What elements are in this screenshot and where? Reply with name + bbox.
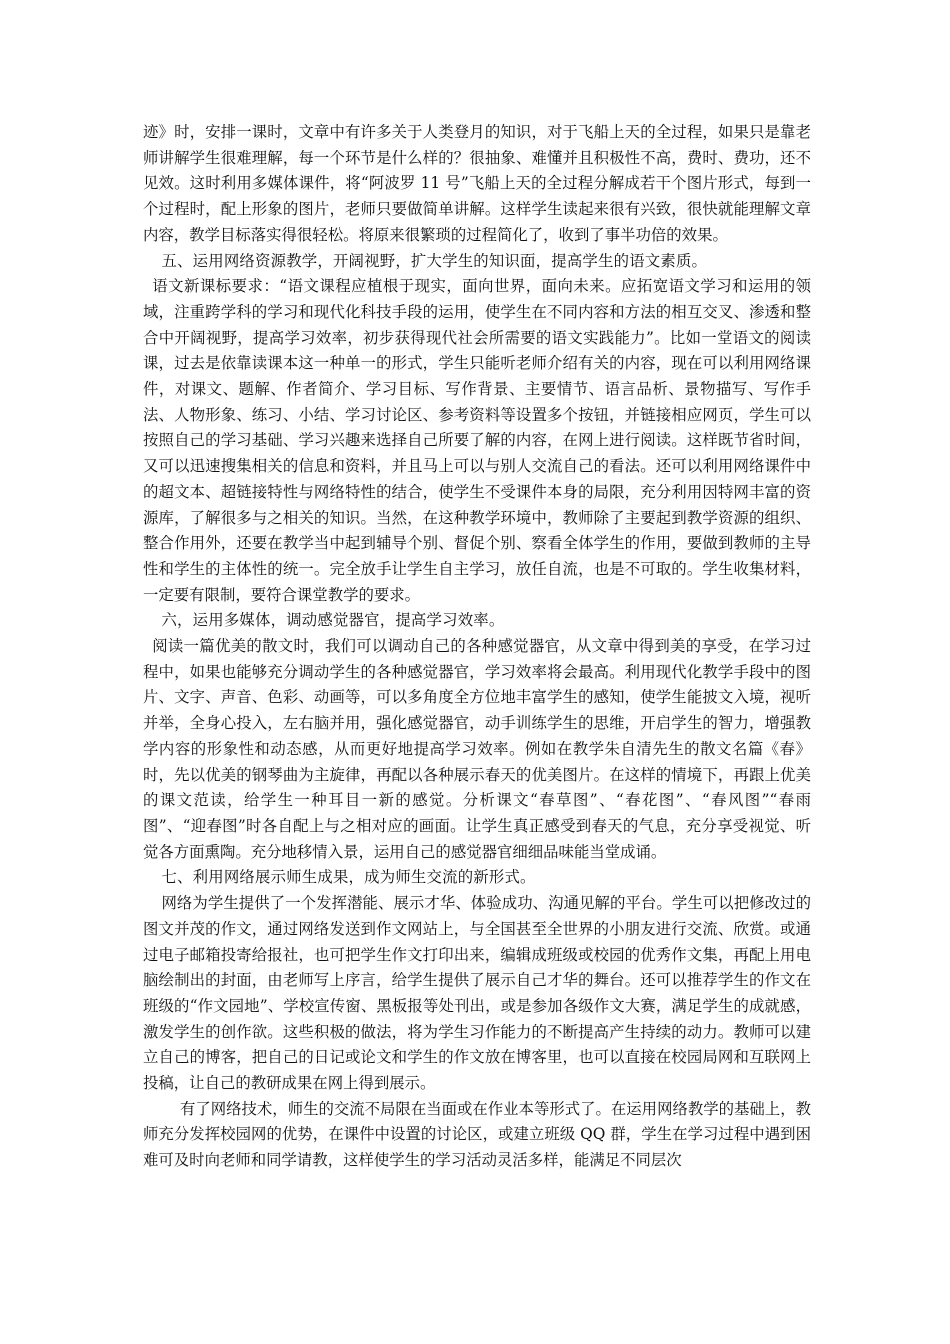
section-heading: 六，运用多媒体，调动感觉器官，提高学习效率。 <box>161 611 505 630</box>
body-paragraph: 网络为学生提供了一个发挥潜能、展示才华、体验成功、沟通见解的平台。学生可以把修改过的图文并茂的作文，通过网络发送到作文网站上，与全国甚至全世界的小朋友进行交流、欣赏。或通过电子邮箱投寄给报社，也可把学生作文打印出来，编辑成班级或校园的优秀作文集，再配上用电脑绘制出的封面，由老师写上序言，给学生提供了展示自己才华的舞台。还可以推荐学生的作文在班级的“作文园地”、学校宣传窗、黑板报等处刊出，或是参加各级作文大赛，满足学生的成就感，激发学生的创作欲。这些积极的做法，将为学生习作能力的不断提高产生持续的动力。教师可以建立自己的博客，把自己的日记或论文和学生的作文放在博客里，也可以直接在校园局网和互联网上投稿，让自己的教研成果在网上得到展示。 <box>143 894 811 1093</box>
body-paragraph: 有了网络技术，师生的交流不局限在当面或在作业本等形式了。在运用网络教学的基础上，教师充分发挥校园网的优势，在课件中设置的讨论区，或建立班级 QQ 群，学生在学习过程中遇到困难可及时向老师和同学请教，这样使学生的学习活动灵活多样，能满足不同层次 <box>143 1099 811 1170</box>
document-page <box>143 120 811 1174</box>
body-paragraph: 阅读一篇优美的散文时，我们可以调动自己的各种感觉器官，从文章中得到美的享受，在学习过程中，如果也能够充分调动学生的各种感觉器官，学习效率将会最高。利用现代化教学手段中的图片、文字、声音、色彩、动画等，可以多角度全方位地丰富学生的感知，使学生能披文入境，视听并举，全身心投入，左右脑并用，强化感觉器官，动手训练学生的思维，开启学生的智力，增强教学内容的形象性和动态感，从而更好地提高学习效率。例如在教学朱自清先生的散文名篇《春》时，先以优美的钢琴曲为主旋律，再配以各种展示春天的优美图片。在这样的情境下，再跟上优美的课文范读，给学生一种耳目一新的感觉。分析课文“春草图”、“春花图”、“春风图”“春雨图”、“迎春图”时各自配上与之相对应的画面。让学生真正感受到春天的气息，充分享受视觉、听觉各方面熏陶。充分地移情入景，运用自己的感觉器官细细品味能当堂成诵。 <box>143 637 811 861</box>
body-paragraph: 迹》时，安排一课时，文章中有许多关于人类登月的知识，对于飞船上天的全过程，如果只是靠老师讲解学生很难理解，每一个环节是什么样的？很抽象、难懂并且积极性不高，费时、费功，还不见效。这时利用多媒体课件，将“阿波罗 11 号”飞船上天的全过程分解成若干个图片形式，每到一个过程时，配上形象的图片，老师只要做简单讲解。这样学生读起来很有兴致，很快就能理解文章内容，教学目标落实得很轻松。将原来很繁琐的过程简化了，收到了事半功倍的效果。 <box>143 123 811 244</box>
body-paragraph: 语文新课标要求：“语文课程应植根于现实，面向世界，面向未来。应拓宽语文学习和运用的领域，注重跨学科的学习和现代化科技手段的运用，使学生在不同内容和方法的相互交叉、渗透和整合中开阔视野，提高学习效率，初步获得现代社会所需要的语文实践能力”。比如一堂语文的阅读课，过去是依靠读课本这一种单一的形式，学生只能听老师介绍有关的内容，现在可以利用网络课件，对课文、题解、作者简介、学习目标、写作背景、主要情节、语言品析、景物描写、写作手法、人物形象、练习、小结、学习讨论区、参考资料等设置多个按钮，并链接相应网页，学生可以按照自己的学习基础、学习兴趣来选择自己所要了解的内容，在网上进行阅读。这样既节省时间，又可以迅速搜集相关的信息和资料，并且马上可以与别人交流自己的看法。还可以利用网络课件中的超文本、超链接特性与网络特性的结合，使学生不受课件本身的局限，充分利用因特网丰富的资源库，了解很多与之相关的知识。当然，在这种教学环境中，教师除了主要起到教学资源的组织、整合作用外，还要在教学当中起到辅导个别、督促个别、察看全体学生的作用，要做到教师的主导性和学生的主体性的统一。完全放手让学生自主学习，放任自流，也是不可取的。学生收集材料，一定要有限制，要符合课堂教学的要求。 <box>143 277 811 604</box>
section-heading: 五、运用网络资源教学，开阔视野，扩大学生的知识面，提高学生的语文素质。 <box>161 251 708 270</box>
section-heading: 七、利用网络展示师生成果，成为师生交流的新形式。 <box>161 868 536 887</box>
